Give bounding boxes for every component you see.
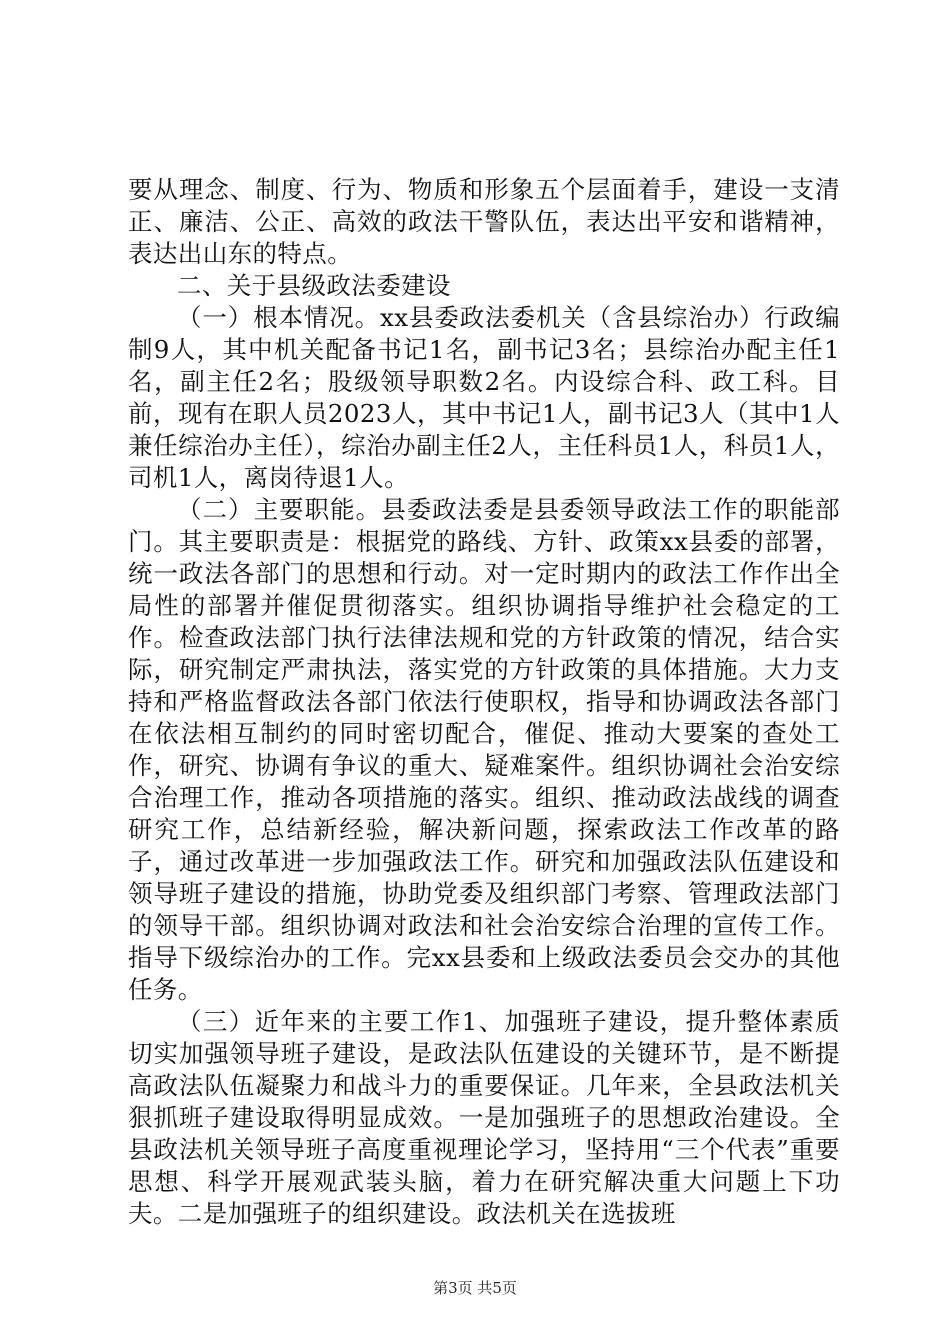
paragraph-1: 要从理念、制度、行为、物质和形象五个层面着手，建设一支清正、廉洁、公正、高效的政法干警队伍，表达出平安和谐精神，表达出山东的特点。 [128,175,840,268]
paragraph-recent-work: （三）近年来的主要工作1、加强班子建设，提升整体素质切实加强领导班子建设，是政法队伍建设的关键环节，是不断提高政法队伍凝聚力和战斗力的重要保证。几年来，全县政法机关狠抓班子建设取得明显成效。一是加强班子的思想政治建设。全县政法机关领导班子高度重视理论学习，坚持用“三个代表”重要思想、科学开展观武装头脑，着力在研究解决重大问题上下功夫。二是加强班子的组织建设。政法机关在选拔班 [128,1007,840,1228]
section-heading-county-committee: 二、关于县级政法委建设 [177,271,451,300]
paragraph-main-functions: （二）主要职能。县委政法委是县委领导政法工作的职能部门。其主要职责是：根据党的路线、方针、政策xx县委的部署，统一政法各部门的思想和行动。对一定时期内的政法工作作出全局性的部署并催促贯彻落实。组织协调指导维护社会稳定的工作。检查政法部门执行法律法规和党的方针政策的情况，结合实际，研究制定严肃执法，落实党的方针政策的具体措施。大力支持和严格监督政法各部门依法行使职权，指导和协调政法各部门在依法相互制约的同时密切配合，催促、推动大要案的查处工作，研究、协调有争议的重大、疑难案件。组织协调社会治安综合治理工作，推动各项措施的落实。组织、推动政法战线的调查研究工作，总结新经验，解决新问题，探索政法工作改革的路子，通过改革进一步加强政法工作。研究和加强政法队伍建设和领导班子建设的措施，协助党委及组织部门考察、管理政法部门的领导干部。组织协调对政法和社会治安综合治理的宣传工作。指导下级综治办的工作。完xx县委和上级政法委员会交办的其他任务。 [128,495,840,1004]
paragraph-basic-situation: （一）根本情况。xx县委政法委机关（含县综治办）行政编制9人，其中机关配备书记1名，副书记3名；县综治办配主任1名，副主任2名；股级领导职数2名。内设综合科、政工科。目前，现有在职人员2023人，其中书记1人，副书记3人（其中1人兼任综治办主任），综治办副主任2人，主任科员1人，科员1人，司机1人，离岗待退1人。 [128,303,840,492]
page-number-footer: 第3页 共5页 [433,1279,517,1297]
document-body [128,174,840,1230]
